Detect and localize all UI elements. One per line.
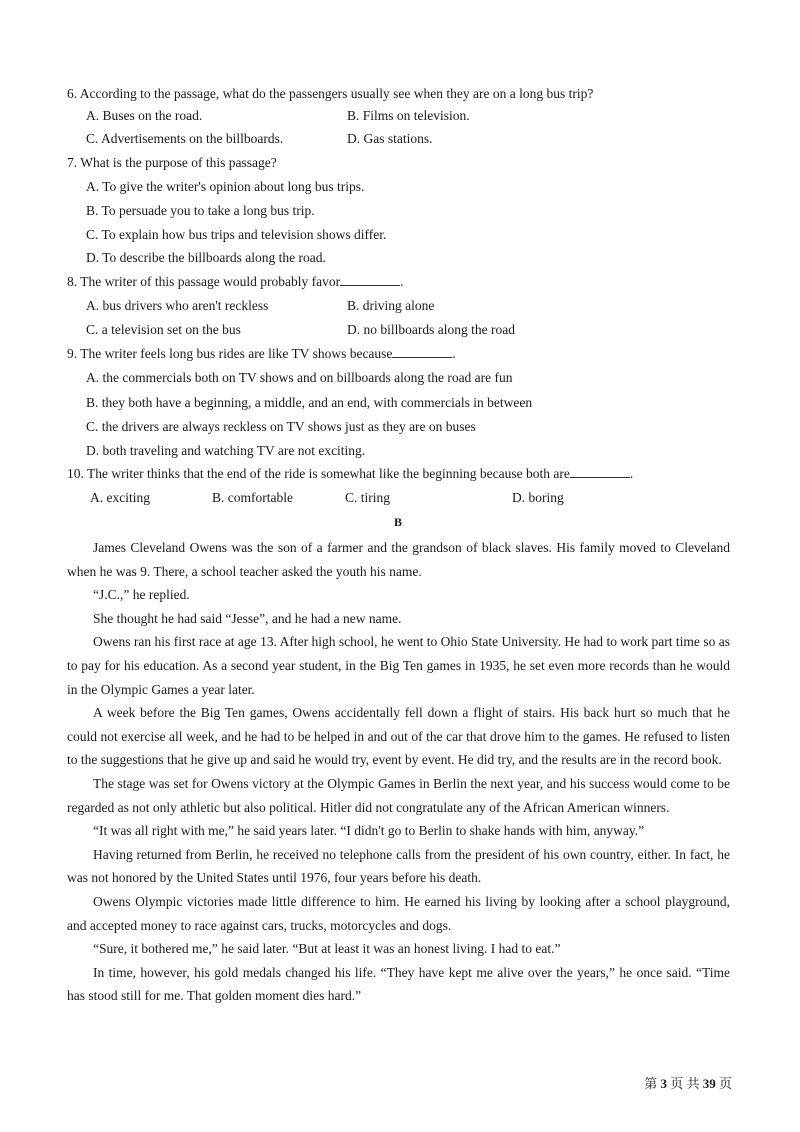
paragraph-1: James Cleveland Owens was the son of a farmer and the grandson of black slaves. His family moved to Cleveland when he was 9. There, a school teacher asked the youth his name. xyxy=(67,540,730,579)
question-8-option-a: A. bus drivers who aren't reckless xyxy=(86,298,269,313)
question-7-option-c: C. To explain how bus trips and television shows differ. xyxy=(86,227,387,242)
answer-blank xyxy=(392,347,452,358)
question-10-stem-end: . xyxy=(629,466,634,481)
section-heading: B xyxy=(394,515,403,529)
paragraph-4: Owens ran his first race at age 13. After high school, he went to Ohio State University. He had to work part time so as to pay for his education. As a second year student, in the Big Ten games in 1935, he set even more records than he would in the Olympic Games a year later. xyxy=(67,634,730,697)
question-10-stem-text: 10. The writer thinks that the end of the ride is somewhat like the beginning because both are xyxy=(67,466,570,481)
paragraph-7: “It was all right with me,” he said years later. “I didn't go to Berlin to shake hands with him, anyway.” xyxy=(93,823,645,839)
question-9-option-a: A. the commercials both on TV shows and on billboards along the road are fun xyxy=(86,370,513,385)
paragraph-6: The stage was set for Owens victory at the Olympic Games in Berlin the next year, and his success would come to be regarded as not only athletic but also political. Hitler did not congratulate any of the African American winners. xyxy=(67,775,730,815)
question-10-option-a: A. exciting xyxy=(90,490,150,505)
footer-prefix: 第 xyxy=(644,1076,658,1091)
question-9-stem xyxy=(67,346,456,362)
paragraph-3: She thought he had said “Jesse”, and he had a new name. xyxy=(93,610,402,626)
question-8-stem-text: 8. The writer of this passage would probably favor xyxy=(67,274,341,289)
question-9-option-d: D. both traveling and watching TV are not exciting. xyxy=(86,443,366,458)
question-8-option-b: B. driving alone xyxy=(347,298,435,313)
question-8-stem-end: . xyxy=(400,274,404,289)
footer-total-pages: 39 xyxy=(702,1076,716,1091)
question-9-stem-text: 9. The writer feels long bus rides are like TV shows because xyxy=(67,346,393,361)
paragraph-8: Having returned from Berlin, he received no telephone calls from the president of his own country, either. In fact, he was not honored by the United States until 1976, four years before his death. xyxy=(67,846,730,886)
answer-blank xyxy=(570,467,630,478)
question-7-option-a: A. To give the writer's opinion about long bus trips. xyxy=(86,179,365,194)
footer-page-number: 3 xyxy=(660,1076,667,1091)
paragraph-5: A week before the Big Ten games, Owens accidentally fell down a flight of stairs. His back hurt so much that he could not exercise all week, and he had to be helped in and out of the car that drove him to the games. He refused to listen to the suggestions that he give up and said he would try, event by event. He did try, and the results are in the record book. xyxy=(67,705,730,768)
paragraph-10: “Sure, it bothered me,” he said later. “But at least it was an honest living. I had to eat.” xyxy=(93,941,561,957)
question-6-option-c: C. Advertisements on the billboards. xyxy=(86,131,284,146)
question-8-option-c: C. a television set on the bus xyxy=(86,322,241,337)
paragraph-2: “J.C.,” he replied. xyxy=(93,587,190,603)
question-6-option-a: A. Buses on the road. xyxy=(86,108,203,123)
footer-middle: 页 共 xyxy=(670,1076,700,1091)
question-8-stem xyxy=(67,274,403,290)
answer-blank xyxy=(340,275,400,286)
paragraph-9: Owens Olympic victories made little difference to him. He earned his living by looking after a school playground, and accepted money to race against cars, trucks, motorcycles and dogs. xyxy=(67,893,730,933)
passage xyxy=(67,536,730,1008)
question-10-option-b: B. comfortable xyxy=(212,490,293,505)
question-10-stem xyxy=(67,466,633,482)
question-9-stem-end: . xyxy=(452,346,456,361)
question-7-option-b: B. To persuade you to take a long bus trip. xyxy=(86,203,315,218)
question-6-option-b: B. Films on television. xyxy=(347,108,470,123)
question-9-option-b: B. they both have a beginning, a middle, and an end, with commercials in between xyxy=(86,395,533,410)
question-8-option-d: D. no billboards along the road xyxy=(347,322,515,337)
question-6-stem: 6. According to the passage, what do the passengers usually see when they are on a long bus trip? xyxy=(67,86,594,101)
paragraph-11: In time, however, his gold medals changed his life. “They have kept me alive over the years,” he once said. “Time has stood still for me. That golden moment dies hard.” xyxy=(67,964,730,1004)
page-footer xyxy=(644,1076,732,1092)
question-6-option-d: D. Gas stations. xyxy=(347,131,433,146)
question-7-stem: 7. What is the purpose of this passage? xyxy=(67,155,277,170)
question-10-option-d: D. boring xyxy=(512,490,564,505)
question-7-option-d: D. To describe the billboards along the road. xyxy=(86,250,326,265)
footer-suffix: 页 xyxy=(718,1076,732,1091)
question-10-option-c: C. tiring xyxy=(345,490,391,505)
question-9-option-c: C. the drivers are always reckless on TV shows just as they are on buses xyxy=(86,419,476,434)
